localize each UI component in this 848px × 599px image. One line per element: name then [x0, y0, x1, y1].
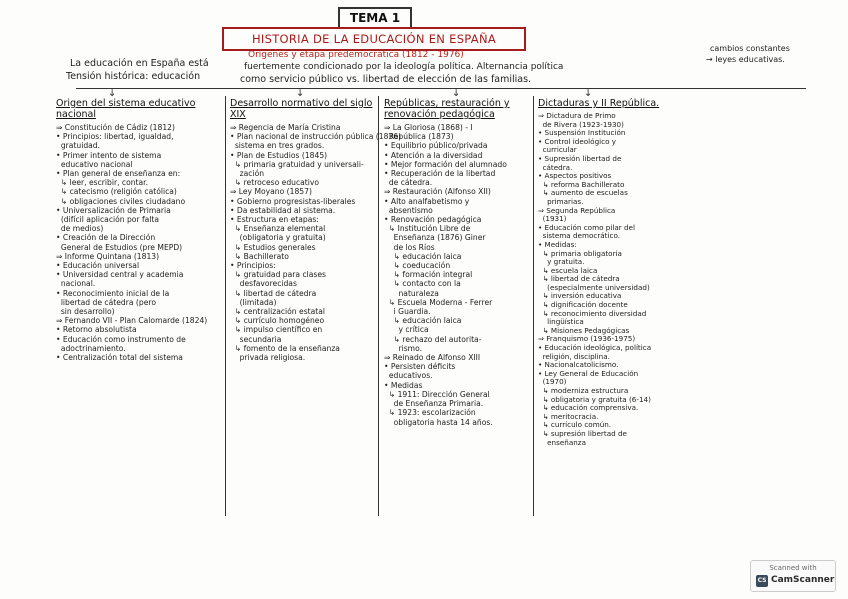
column-items [538, 112, 678, 447]
list-item: sin desarrollo) [56, 307, 115, 317]
list-item: ↳ 1911: Dirección General [384, 389, 490, 399]
list-item: (1970) [538, 377, 567, 387]
list-item: de Enseñanza Primaria. [384, 399, 484, 409]
list-item: curricular [538, 145, 577, 155]
list-item: • Creación de la Dirección [56, 233, 156, 243]
list-item: • Equilibrio público/privada [384, 141, 488, 151]
list-item: (especialmente universidad) [538, 282, 650, 292]
list-item: ↳ reforma Bachillerato [538, 179, 625, 189]
list-item: General de Estudios (pre MEPD) [56, 242, 183, 252]
list-item: sistema en tres grados. [230, 141, 325, 151]
list-item: ↳ Enseñanza elemental [230, 224, 326, 234]
list-item: y crítica [384, 325, 429, 335]
list-item: • Atención a la diversidad [384, 150, 483, 160]
intro-line2-b: como servicio público vs. libertad de elección de las familias. [240, 74, 532, 85]
intro-line1-a: La educación en España está [70, 58, 209, 69]
intro-note-leyes: → leyes educativas. [706, 55, 785, 64]
list-item: • Plan de Estudios (1845) [230, 150, 328, 160]
list-item: i Guardia. [384, 307, 431, 317]
arrow-down-icon: ↓ [452, 88, 461, 99]
list-item: • Recuperación de la libertad [384, 169, 496, 179]
list-item: cátedra. [538, 162, 573, 172]
list-item: ↳ retroceso educativo [230, 178, 320, 188]
camscanner-watermark [750, 560, 836, 592]
arrow-down-icon: ↓ [296, 88, 305, 99]
list-item: de los Ríos [384, 242, 435, 252]
column-title: Repúblicas, restauración y renovación pedagógica [384, 98, 510, 120]
list-item: • Educación ideológica, política [538, 343, 652, 353]
page-title: TEMA 1 [338, 7, 412, 29]
connector-line [76, 88, 806, 89]
list-item: ↳ primaria gratuidad y universali- [230, 159, 364, 169]
list-item: • Renovación pedagógica [384, 215, 482, 225]
list-item: ↳ contacto con la [384, 279, 461, 289]
list-item: • Medidas [384, 380, 423, 390]
list-item: • Nacionalcatolicismo. [538, 360, 619, 370]
camscanner-brand: CamScanner [771, 575, 835, 585]
list-item: lingüística [538, 317, 584, 327]
list-item: ↳ coeducación [384, 261, 451, 271]
list-item: • Medidas: [538, 239, 577, 249]
list-item: • Estructura en etapas: [230, 215, 319, 225]
column-divider [225, 96, 226, 516]
list-item: y gratuita. [538, 257, 585, 267]
column-siglo-xix [230, 98, 402, 363]
list-item: • Plan general de enseñanza en: [56, 169, 181, 179]
list-item: ↳ educación comprensiva. [538, 403, 639, 413]
list-item: • Supresión libertad de [538, 153, 622, 163]
list-item: • Centralización total del sistema [56, 353, 183, 363]
list-item: ↳ impulso científico en [230, 325, 323, 335]
list-item: ⇒ Constitución de Cádiz (1812) [56, 123, 175, 132]
list-item: ↳ reconocimiento diversidad [538, 308, 647, 318]
list-item: • Retorno absolutista [56, 325, 137, 335]
list-item: • Ley General de Educación [538, 368, 639, 378]
list-item: ↳ Misiones Pedagógicas [538, 325, 630, 335]
intro-line2-a: Tensión histórica: educación [66, 71, 201, 82]
list-item: educativo nacional [56, 159, 133, 169]
list-item: de Rivera (1923-1930) [538, 119, 624, 129]
list-item: privada religiosa. [230, 353, 306, 363]
scanned-with-label: Scanned with [769, 564, 817, 572]
list-item: • Principios: libertad, igualdad, [56, 132, 174, 142]
list-item: ↳ escuela laica [538, 265, 598, 275]
list-item: • Suspensión Institución [538, 128, 626, 138]
column-title: Desarrollo normativo del siglo XIX [230, 98, 373, 120]
list-item: Enseñanza (1876) Giner [384, 233, 486, 243]
list-item: ↳ gratuidad para clases [230, 270, 326, 280]
list-item: ⇒ Ley Moyano (1857) [230, 187, 312, 197]
list-item: ↳ leer, escribir, contar. [56, 178, 149, 188]
page-subtitle: HISTORIA DE LA EDUCACIÓN EN ESPAÑA [222, 27, 526, 51]
list-item: ↳ primaria obligatoria [538, 248, 622, 258]
list-item: absentismo [384, 205, 433, 215]
list-item: ↳ centralización estatal [230, 307, 326, 317]
list-item: educativos. [384, 371, 433, 381]
list-item: ↳ obligaciones civiles ciudadano [56, 196, 186, 206]
list-item: ↳ Bachillerato [230, 251, 289, 261]
list-item: de cátedra. [384, 178, 433, 188]
list-item: • Persisten déficits [384, 362, 456, 372]
list-item: ↳ formación integral [384, 270, 473, 280]
list-item: ↳ supresión libertad de [538, 428, 627, 438]
list-item: • Control ideológico y [538, 136, 617, 146]
list-item: • Primer intento de sistema [56, 150, 162, 160]
column-items [384, 123, 532, 427]
list-item: • Aspectos positivos [538, 171, 612, 181]
column-republicas [384, 98, 532, 427]
origins-heading: Orígenes y etapa predemocrática (1812 - 1976) [248, 50, 464, 60]
list-item: ⇒ Franquismo (1936-1975) [538, 334, 636, 344]
list-item: (difícil aplicación por falta [56, 215, 160, 225]
list-item: • Da estabilidad al sistema. [230, 205, 336, 215]
column-dictaduras [538, 98, 678, 447]
list-item: • Principios: [230, 261, 276, 271]
list-item: ↳ inversión educativa [538, 291, 622, 301]
list-item: primarias. [538, 196, 584, 206]
list-item: desfavorecidas [230, 279, 297, 289]
list-item: ↳ currículo común. [538, 420, 612, 430]
list-item: ↳ catecismo (religión católica) [56, 187, 177, 197]
list-item: sistema democrático. [538, 231, 621, 241]
list-item: gratuidad. [56, 141, 101, 151]
list-item: ⇒ Regencia de María Cristina [230, 123, 341, 132]
list-item: enseñanza [538, 437, 586, 447]
list-item: ↳ Estudios generales [230, 242, 316, 252]
list-item: ⇒ Restauración (Alfonso XII) [384, 187, 491, 197]
list-item: ↳ moderniza estructura [538, 386, 629, 395]
list-item: • Reconocimiento inicial de la [56, 288, 170, 298]
list-item: (obligatoria y gratuita) [230, 233, 326, 243]
arrow-down-icon: ↓ [584, 88, 593, 99]
list-item: • Gobierno progresistas-liberales [230, 196, 356, 206]
list-item: ⇒ Dictadura de Primo [538, 111, 616, 120]
list-item: ↳ Escuela Moderna - Ferrer [384, 297, 493, 307]
list-item: (limitada) [230, 297, 277, 307]
column-items [230, 123, 402, 363]
list-item: • Plan nacional de instrucción pública (1836) [230, 132, 402, 142]
list-item: ↳ libertad de cátedra [230, 288, 317, 298]
list-item: ↳ fomento de la enseñanza [230, 343, 340, 353]
list-item: • Mejor formación del alumnado [384, 159, 507, 169]
list-item: ↳ currículo homogéneo [230, 316, 325, 326]
list-item: ⇒ Informe Quintana (1813) [56, 251, 160, 261]
list-item: zación [230, 169, 265, 179]
list-item: ↳ educación laica [384, 251, 462, 261]
list-item: ↳ rechazo del autorita- [384, 334, 482, 344]
list-item: ⇒ La Gloriosa (1868) - I [384, 123, 473, 132]
list-item: de medios) [56, 224, 104, 234]
list-item: ⇒ Segunda República [538, 205, 616, 215]
arrow-down-icon: ↓ [108, 88, 117, 99]
list-item: (1931) [538, 214, 567, 224]
list-item: naturaleza [384, 288, 439, 298]
list-item: República (1873) [384, 132, 454, 142]
list-item: ↳ dignificación docente [538, 300, 628, 310]
list-item: obligatoria hasta 14 años. [384, 417, 493, 427]
list-item: • Universalización de Primaria [56, 205, 171, 215]
list-item: ↳ libertad de cátedra [538, 274, 620, 284]
list-item: religión, disciplina. [538, 351, 610, 361]
list-item: nacional. [56, 279, 96, 289]
intro-line1-b: fuertemente condicionado por la ideología política. Alternancia política [244, 62, 564, 72]
list-item: • Educación como pilar del [538, 222, 635, 232]
list-item: • Universidad central y academia [56, 270, 184, 280]
column-items [56, 123, 224, 362]
list-item: ↳ obligatoria y gratuita (6-14) [538, 394, 651, 404]
column-origen [56, 98, 224, 362]
camscanner-logo-icon: CS [756, 575, 768, 587]
list-item: adoctrinamiento. [56, 343, 126, 353]
list-item: ↳ Institución Libre de [384, 224, 471, 234]
column-divider [378, 96, 379, 516]
column-title: Origen del sistema educativo nacional [56, 98, 196, 120]
list-item: ↳ educación laica [384, 316, 462, 326]
list-item: • Educación como instrumento de [56, 334, 186, 344]
list-item: ⇒ Reinado de Alfonso XIII [384, 353, 481, 363]
list-item: ↳ meritocracia. [538, 411, 599, 421]
list-item: libertad de cátedra (pero [56, 297, 156, 307]
list-item: secundaria [230, 334, 282, 344]
intro-note-cambios: cambios constantes [710, 44, 790, 53]
column-title: Dictaduras y II República. [538, 98, 660, 109]
list-item: ↳ aumento de escuelas [538, 188, 628, 198]
list-item: ⇒ Fernando VII - Plan Calomarde (1824) [56, 316, 208, 326]
list-item: • Educación universal [56, 261, 140, 271]
column-divider [533, 96, 534, 516]
list-item: rismo. [384, 343, 422, 353]
list-item: • Alto analfabetismo y [384, 196, 470, 206]
list-item: ↳ 1923: escolarización [384, 408, 476, 418]
